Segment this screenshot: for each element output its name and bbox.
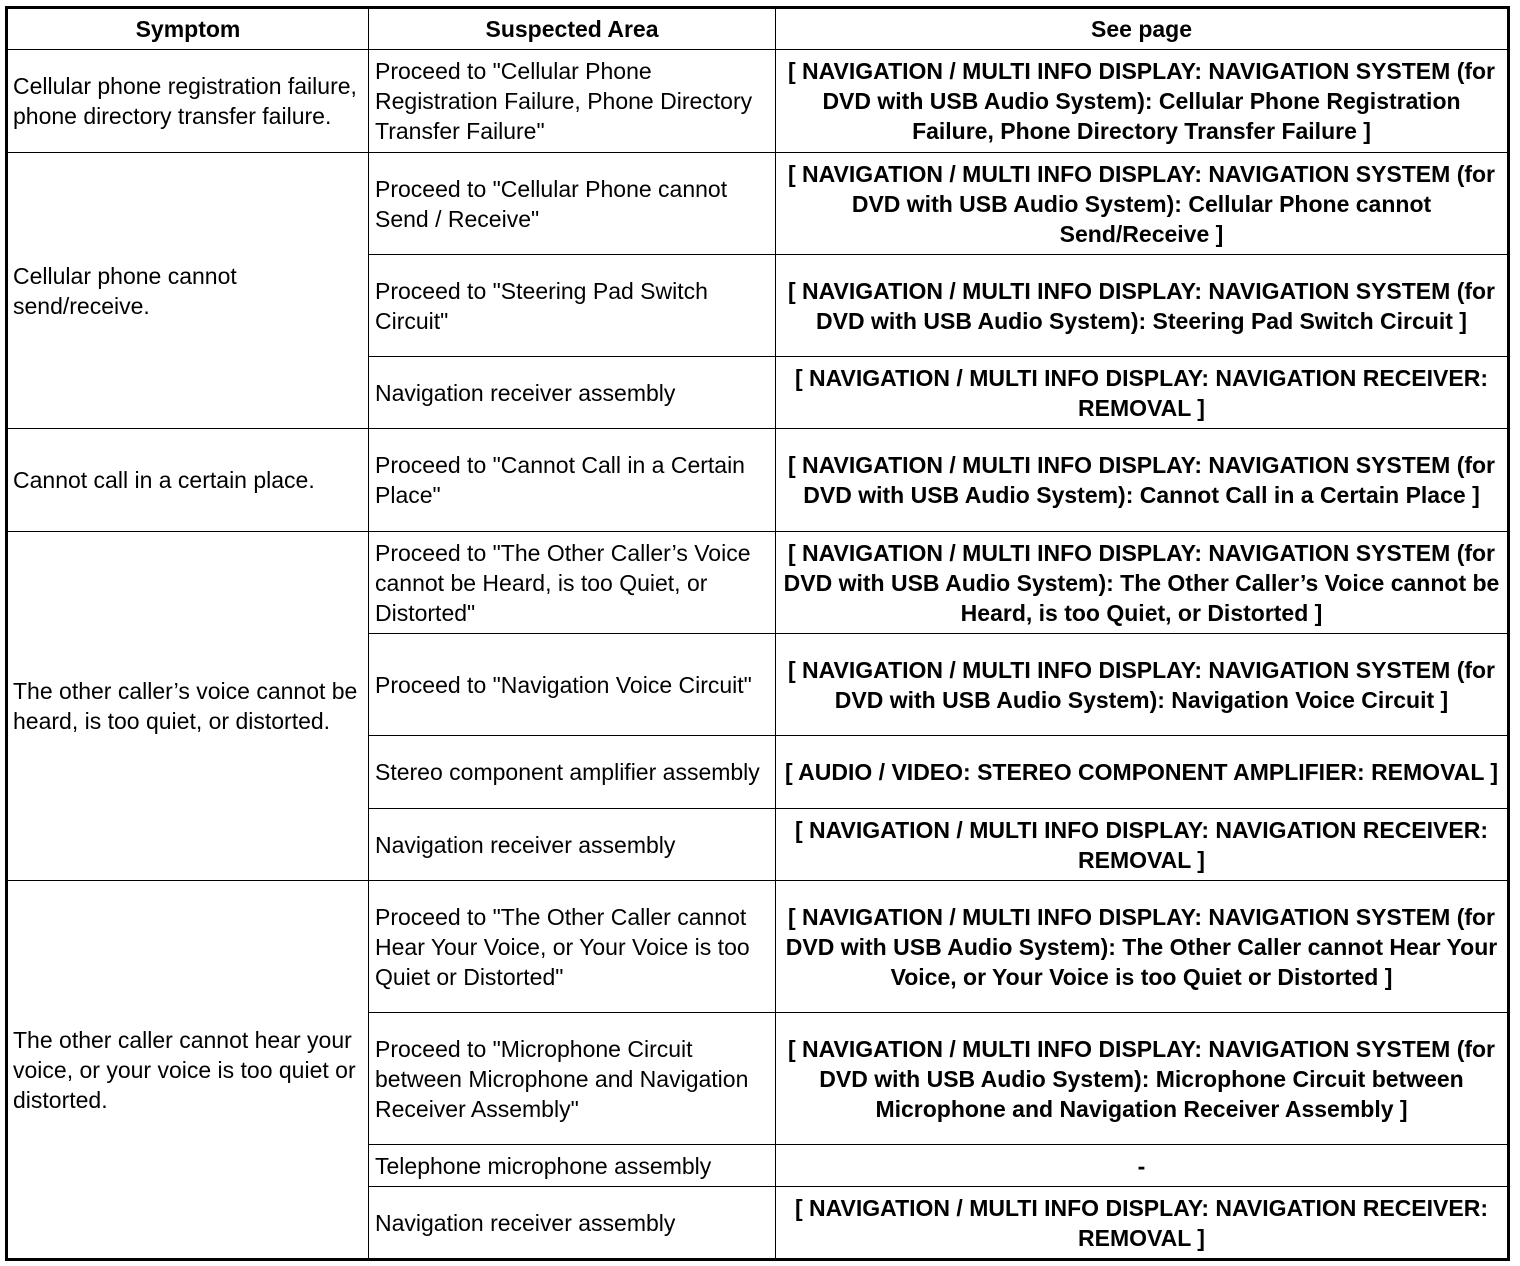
- suspected-area-cell: Proceed to "Steering Pad Switch Circuit": [369, 255, 776, 357]
- table-row: [7, 153, 1509, 255]
- see-page-cell: [ NAVIGATION / MULTI INFO DISPLAY: NAVIGATION SYSTEM (for DVD with USB Audio System): Cannot Call in a Certain Place ]: [776, 429, 1509, 532]
- table-row: [7, 881, 1509, 1013]
- see-page-cell: [ NAVIGATION / MULTI INFO DISPLAY: NAVIGATION SYSTEM (for DVD with USB Audio System): Steering Pad Switch Circuit ]: [776, 255, 1509, 357]
- table-row: [7, 50, 1509, 153]
- see-page-cell: [ AUDIO / VIDEO: STEREO COMPONENT AMPLIFIER: REMOVAL ]: [776, 736, 1509, 809]
- see-page-cell: [ NAVIGATION / MULTI INFO DISPLAY: NAVIGATION RECEIVER: REMOVAL ]: [776, 809, 1509, 881]
- see-page-cell: -: [776, 1145, 1509, 1187]
- suspected-area-cell: Proceed to "Navigation Voice Circuit": [369, 634, 776, 736]
- see-page-cell: [ NAVIGATION / MULTI INFO DISPLAY: NAVIGATION SYSTEM (for DVD with USB Audio System): Cellular Phone cannot Send/Receive ]: [776, 153, 1509, 255]
- symptom-cell: Cannot call in a certain place.: [7, 429, 369, 532]
- see-page-cell: [ NAVIGATION / MULTI INFO DISPLAY: NAVIGATION RECEIVER: REMOVAL ]: [776, 357, 1509, 429]
- suspected-area-cell: Telephone microphone assembly: [369, 1145, 776, 1187]
- header-symptom: Symptom: [7, 8, 369, 50]
- see-page-cell: [ NAVIGATION / MULTI INFO DISPLAY: NAVIGATION SYSTEM (for DVD with USB Audio System): Navigation Voice Circuit ]: [776, 634, 1509, 736]
- symptom-cell: The other caller’s voice cannot be heard, is too quiet, or distorted.: [7, 532, 369, 881]
- see-page-cell: [ NAVIGATION / MULTI INFO DISPLAY: NAVIGATION SYSTEM (for DVD with USB Audio System): The Other Caller’s Voice cannot be Heard, is too Quiet, or Distorted ]: [776, 532, 1509, 634]
- suspected-area-cell: Proceed to "Cannot Call in a Certain Place": [369, 429, 776, 532]
- problem-symptoms-table: [5, 6, 1510, 1261]
- suspected-area-cell: Proceed to "Cellular Phone cannot Send / Receive": [369, 153, 776, 255]
- header-row: [7, 8, 1509, 50]
- suspected-area-cell: Proceed to "The Other Caller cannot Hear Your Voice, or Your Voice is too Quiet or Distorted": [369, 881, 776, 1013]
- see-page-cell: [ NAVIGATION / MULTI INFO DISPLAY: NAVIGATION SYSTEM (for DVD with USB Audio System): Microphone Circuit between Microphone and Navigation Receiver Assembly ]: [776, 1013, 1509, 1145]
- symptom-cell: The other caller cannot hear your voice, or your voice is too quiet or distorted.: [7, 881, 369, 1260]
- see-page-cell: [ NAVIGATION / MULTI INFO DISPLAY: NAVIGATION SYSTEM (for DVD with USB Audio System): The Other Caller cannot Hear Your Voice, or Your Voice is too Quiet or Distorted ]: [776, 881, 1509, 1013]
- suspected-area-cell: Proceed to "Cellular Phone Registration Failure, Phone Directory Transfer Failure": [369, 50, 776, 153]
- symptom-cell: Cellular phone cannot send/receive.: [7, 153, 369, 429]
- suspected-area-cell: Navigation receiver assembly: [369, 357, 776, 429]
- see-page-cell: [ NAVIGATION / MULTI INFO DISPLAY: NAVIGATION SYSTEM (for DVD with USB Audio System): Cellular Phone Registration Failure, Phone Directory Transfer Failure ]: [776, 50, 1509, 153]
- table-row: [7, 532, 1509, 634]
- suspected-area-cell: Navigation receiver assembly: [369, 1187, 776, 1260]
- suspected-area-cell: Stereo component amplifier assembly: [369, 736, 776, 809]
- symptom-cell: Cellular phone registration failure, phone directory transfer failure.: [7, 50, 369, 153]
- header-suspected-area: Suspected Area: [369, 8, 776, 50]
- header-see-page: See page: [776, 8, 1509, 50]
- table-row: [7, 429, 1509, 532]
- suspected-area-cell: Proceed to "Microphone Circuit between Microphone and Navigation Receiver Assembly": [369, 1013, 776, 1145]
- see-page-cell: [ NAVIGATION / MULTI INFO DISPLAY: NAVIGATION RECEIVER: REMOVAL ]: [776, 1187, 1509, 1260]
- suspected-area-cell: Proceed to "The Other Caller’s Voice cannot be Heard, is too Quiet, or Distorted": [369, 532, 776, 634]
- suspected-area-cell: Navigation receiver assembly: [369, 809, 776, 881]
